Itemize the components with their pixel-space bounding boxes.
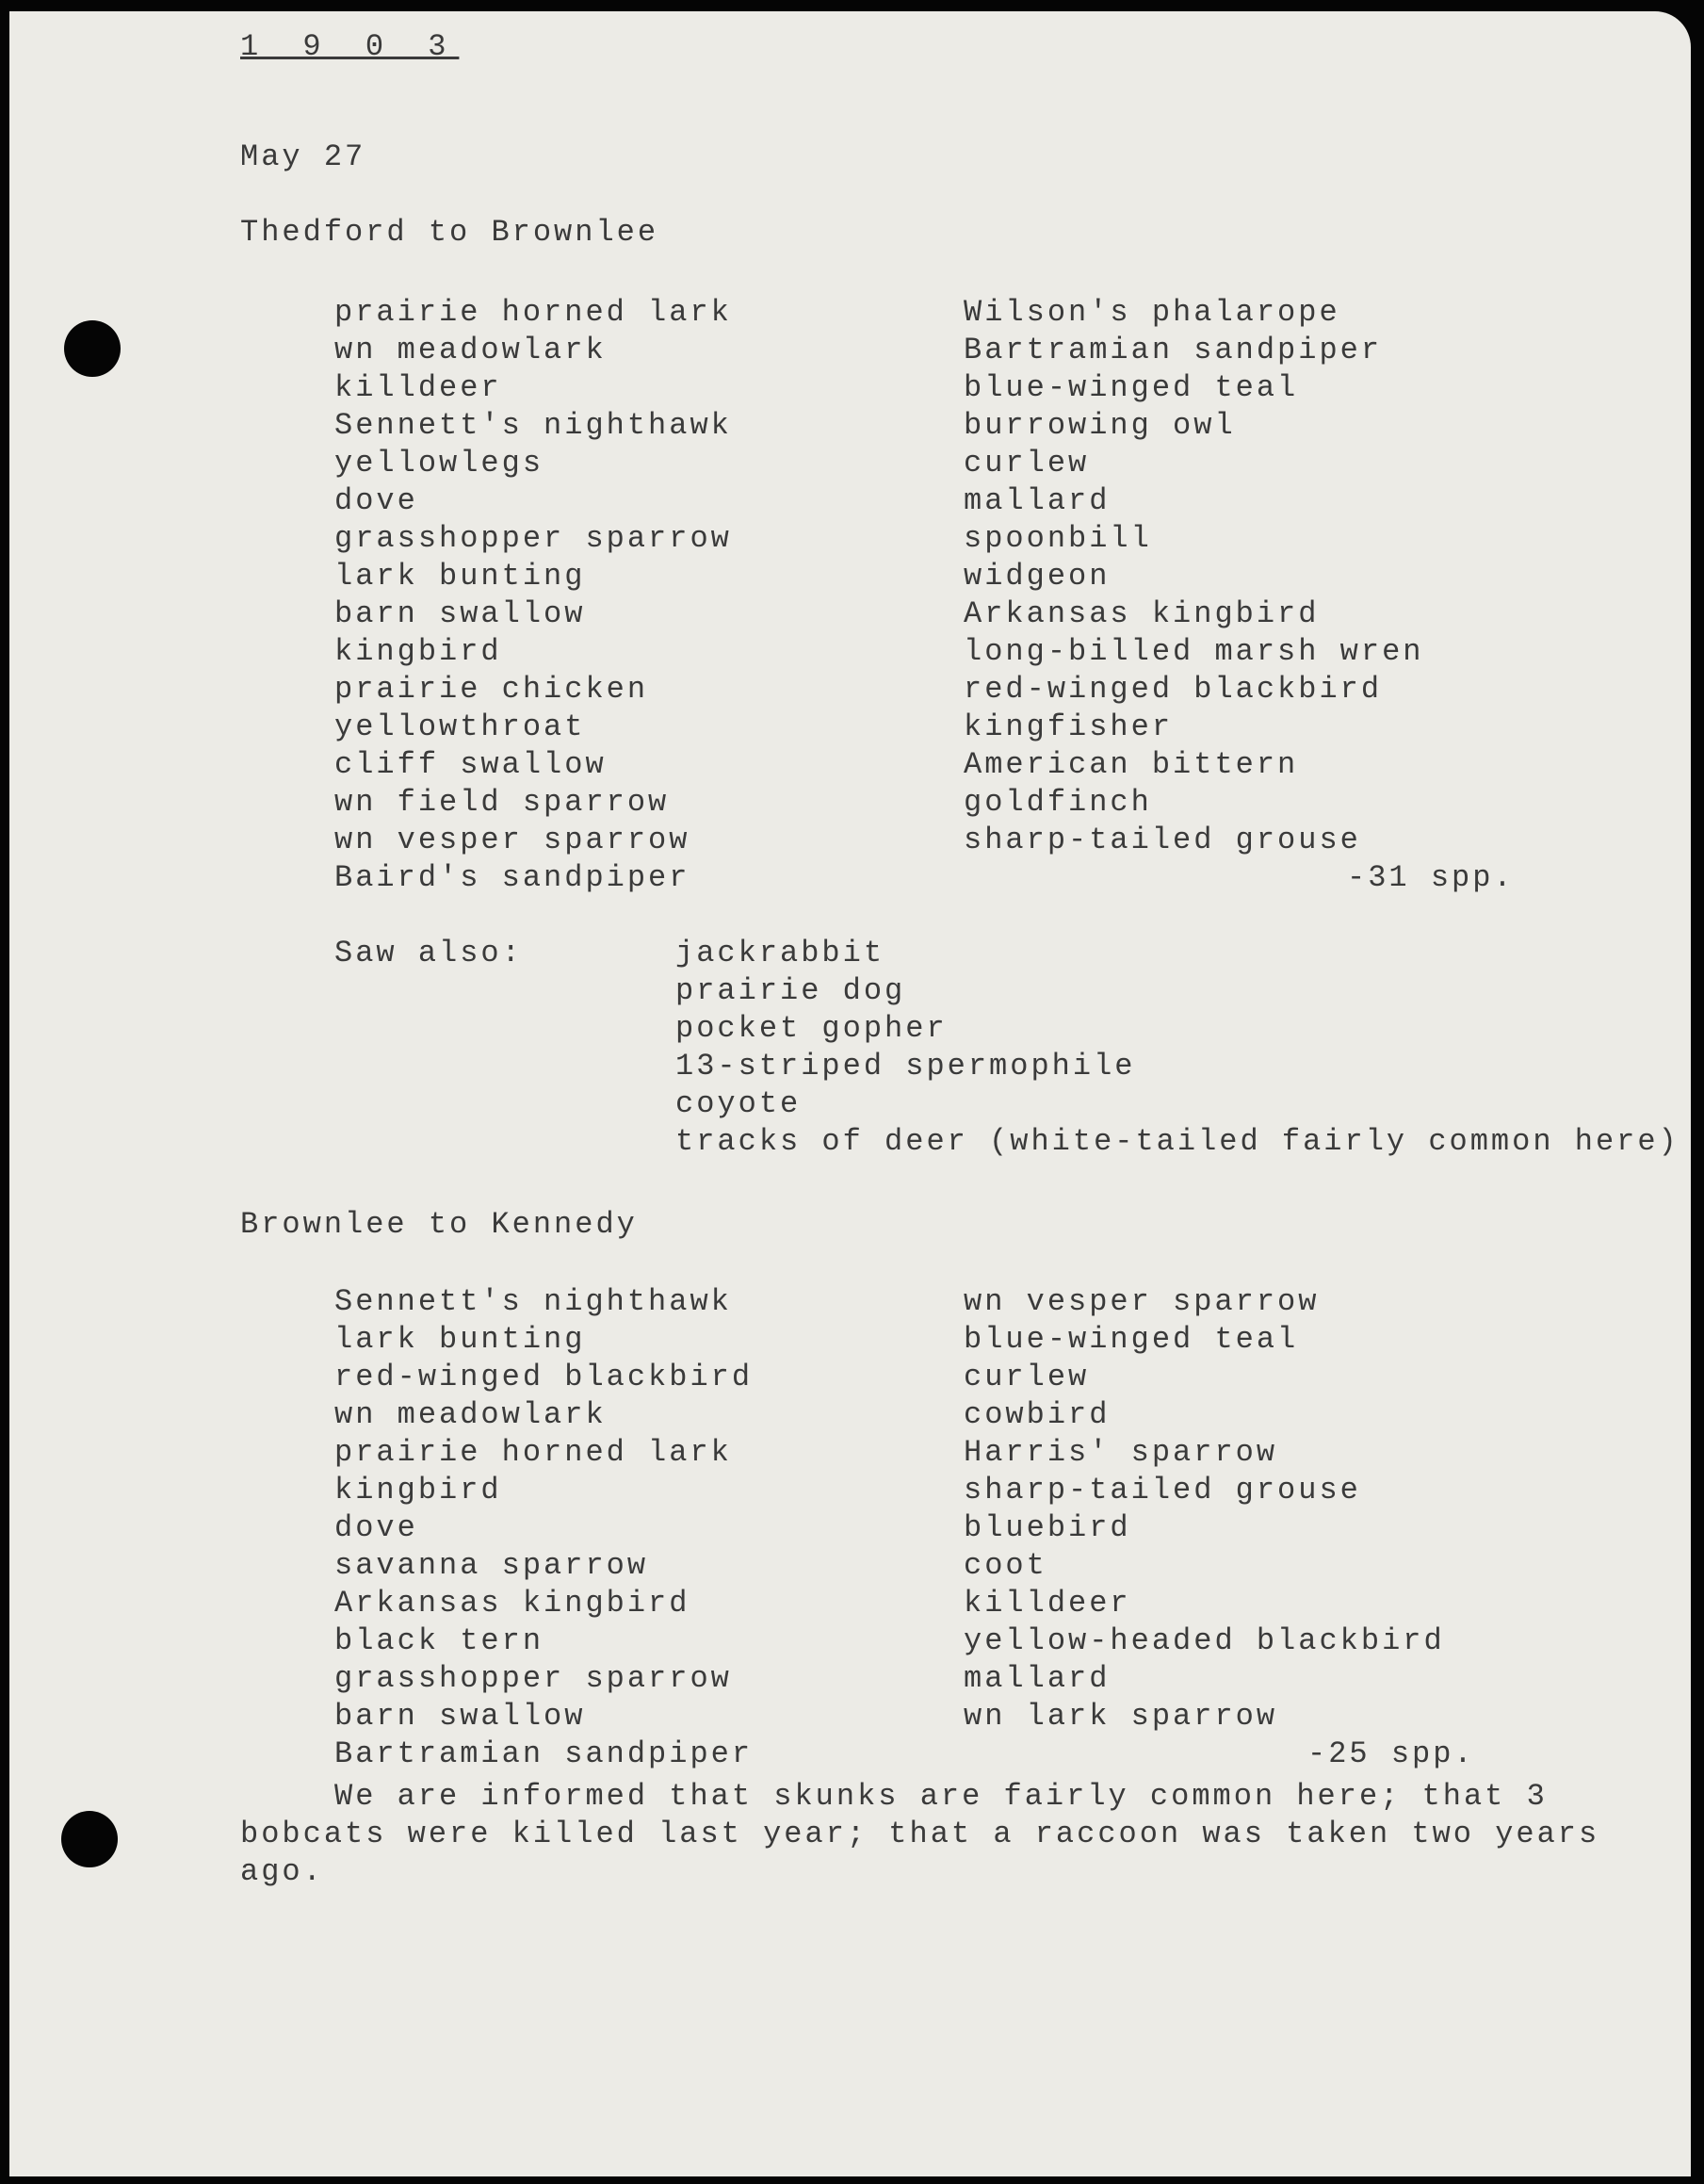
list-item: goldfinch: [964, 785, 1152, 820]
list-item: coyote: [675, 1086, 802, 1121]
list-item: tracks of deer (white-tailed fairly common here): [675, 1124, 1680, 1159]
list-item: prairie horned lark: [334, 1435, 732, 1470]
list-item: red-winged blackbird: [964, 672, 1383, 707]
list-item: dove: [334, 483, 418, 518]
list-item: mallard: [964, 483, 1111, 518]
list-item: lark bunting: [334, 1322, 586, 1357]
list-item: barn swallow: [334, 596, 586, 631]
mammal-list: [675, 935, 1680, 1161]
list-item: blue-winged teal: [964, 370, 1299, 405]
list-item: red-winged blackbird: [334, 1360, 754, 1394]
page-year: 1 9 0 3: [240, 29, 460, 64]
list-item: curlew: [964, 1360, 1090, 1394]
list-item: grasshopper sparrow: [334, 521, 732, 556]
list-item: grasshopper sparrow: [334, 1661, 732, 1696]
list-item: savanna sparrow: [334, 1548, 649, 1583]
list-item: wn field sparrow: [334, 785, 670, 820]
list-item: sharp-tailed grouse: [964, 823, 1361, 857]
list-item: Arkansas kingbird: [964, 596, 1320, 631]
species-list-left: [334, 1283, 753, 1773]
species-list-left: [334, 294, 732, 897]
list-item: spoonbill: [964, 521, 1152, 556]
list-item: widgeon: [964, 559, 1111, 594]
list-item: prairie chicken: [334, 672, 649, 707]
punch-hole: [61, 1811, 118, 1867]
list-item: jackrabbit: [675, 936, 885, 970]
list-item: burrowing owl: [964, 408, 1236, 443]
list-item: yellowthroat: [334, 709, 586, 744]
list-item: kingfisher: [964, 709, 1174, 744]
species-list-right: [964, 1283, 1445, 1736]
list-item: wn vesper sparrow: [334, 823, 690, 857]
list-item: kingbird: [334, 1473, 502, 1508]
list-item: prairie horned lark: [334, 295, 732, 330]
list-item: Bartramian sandpiper: [334, 1736, 754, 1771]
species-list-right: [964, 294, 1423, 859]
species-total: -25 spp.: [1307, 1736, 1475, 1771]
closing-note: We are informed that skunks are fairly common here; that 3 bobcats were killed last year; that a raccoon was taken two years ago.: [240, 1779, 1600, 1889]
list-item: American bittern: [964, 747, 1299, 782]
list-item: kingbird: [334, 634, 502, 669]
list-item: long-billed marsh wren: [964, 634, 1424, 669]
list-item: wn lark sparrow: [964, 1699, 1278, 1734]
typed-page: [9, 11, 1691, 2176]
list-item: prairie dog: [675, 973, 906, 1008]
list-item: Wilson's phalarope: [964, 295, 1340, 330]
list-item: Bartramian sandpiper: [964, 333, 1383, 367]
list-item: dove: [334, 1510, 418, 1545]
list-item: blue-winged teal: [964, 1322, 1299, 1357]
list-item: wn meadowlark: [334, 1397, 607, 1432]
list-item: curlew: [964, 446, 1090, 481]
list-item: Arkansas kingbird: [334, 1586, 690, 1621]
list-item: killdeer: [964, 1586, 1131, 1621]
list-item: wn vesper sparrow: [964, 1284, 1320, 1319]
route-heading: Thedford to Brownlee: [240, 215, 659, 250]
list-item: Sennett's nighthawk: [334, 408, 732, 443]
list-item: Harris' sparrow: [964, 1435, 1278, 1470]
route-heading: Brownlee to Kennedy: [240, 1207, 638, 1242]
punch-hole: [64, 320, 121, 377]
list-item: Sennett's nighthawk: [334, 1284, 732, 1319]
list-item: pocket gopher: [675, 1011, 948, 1046]
list-item: yellowlegs: [334, 446, 544, 481]
list-item: black tern: [334, 1623, 544, 1658]
saw-also-label: Saw also:: [334, 936, 523, 970]
list-item: yellow-headed blackbird: [964, 1623, 1445, 1658]
list-item: lark bunting: [334, 559, 586, 594]
list-item: Baird's sandpiper: [334, 860, 690, 895]
list-item: barn swallow: [334, 1699, 586, 1734]
list-item: bluebird: [964, 1510, 1131, 1545]
list-item: 13-striped spermophile: [675, 1049, 1136, 1084]
list-item: mallard: [964, 1661, 1111, 1696]
list-item: cowbird: [964, 1397, 1111, 1432]
list-item: cliff swallow: [334, 747, 607, 782]
list-item: wn meadowlark: [334, 333, 607, 367]
species-total: -31 spp.: [1347, 860, 1515, 895]
list-item: sharp-tailed grouse: [964, 1473, 1361, 1508]
list-item: coot: [964, 1548, 1047, 1583]
entry-date: May 27: [240, 139, 366, 174]
list-item: killdeer: [334, 370, 502, 405]
